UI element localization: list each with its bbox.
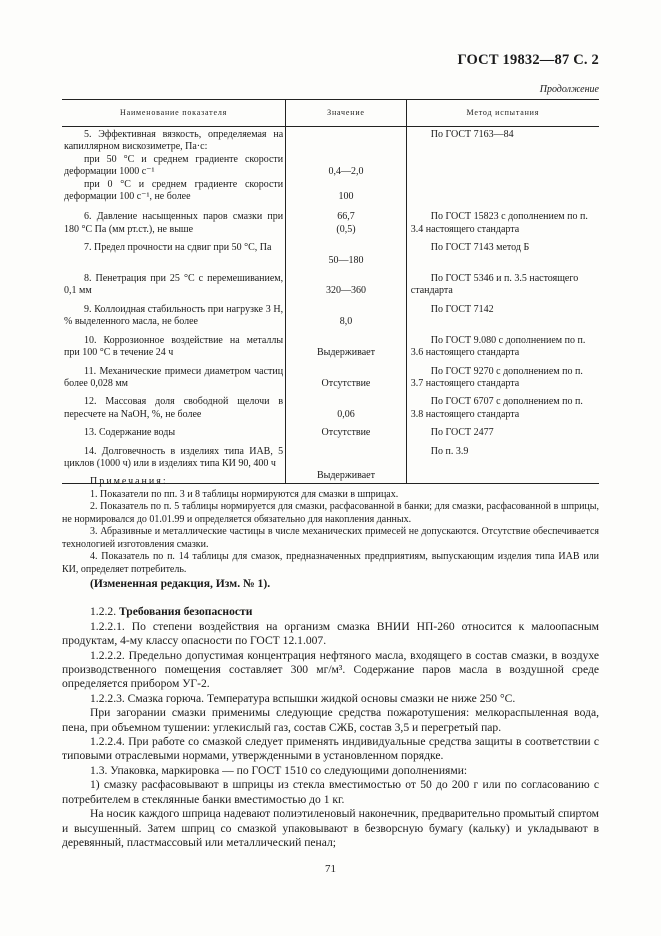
paragraph: 1.2.2.1. По степени воздействия на организм смазка ВНИИ НП-260 относится к малоопасным продуктам, 4-му классу опасности по ГОСТ 12.1.007.	[62, 619, 599, 648]
paragraph: На носик каждого шприца надевают полиэтиленовый наконечник, предварительно промытый спиртом и высушенный. Затем шприц со смазкой упаковывают в безворсную бумагу (кальку) и укладывают в деревянный, пластмассовый или металлический пенал;	[62, 807, 599, 849]
note-item: 2. Показатель по п. 5 таблицы нормируется для смазки, расфасованной в банки; для смазки, расфасованной в шприцы, не нормировался до 01.01.99 и определяется обязательно для накопления данных.	[62, 501, 599, 525]
indicator-name-cell	[62, 329, 286, 360]
indicator-name-line: 5. Эффективная вязкость, определяемая на капиллярном вискозиметре, Па·с:	[64, 129, 284, 153]
section-heading: 1.2.2. Требования безопасности	[90, 605, 253, 619]
paragraph: При загорании смазки применимы следующие средства пожаротушения: мелкораспыленная вода, пена, при объемном тушении: углекислый газ, состав СЖБ, состав 3,5 и перегретый пар.	[62, 706, 599, 734]
amendment-note: (Измененная редакция, Изм. № 1).	[90, 577, 271, 590]
column-header-method: Метод испытания	[406, 100, 599, 127]
indicator-value	[286, 242, 406, 254]
test-method-cell: По ГОСТ 9.080 с дополнением по п. 3.6 настоящего стандарта	[410, 334, 586, 359]
indicator-value-cell	[286, 298, 407, 329]
indicator-value-cell	[286, 267, 407, 298]
indicator-name-cell	[62, 267, 286, 298]
test-method-cell: По ГОСТ 6707 с дополнением по п. 3.8 настоящего стандарта	[410, 396, 583, 420]
table-row	[62, 360, 599, 391]
table-row	[62, 298, 599, 329]
table-row	[62, 390, 599, 421]
indicator-value: Выдерживает	[316, 470, 375, 482]
notes-block	[62, 476, 599, 576]
indicator-name-cell	[62, 236, 286, 267]
indicator-value	[286, 396, 406, 408]
indicator-value: 66,7	[337, 211, 355, 223]
indicator-value	[286, 304, 406, 316]
indicator-name-line: при 0 °С и среднем градиенте скорости деформации 100 с⁻¹, не более	[64, 178, 284, 203]
test-method-cell: По ГОСТ 15823 с дополнением по п. 3.4 настоящего стандарта	[410, 211, 588, 235]
page-number: 71	[325, 863, 336, 875]
indicator-value: 0,06	[337, 408, 355, 420]
test-method-cell: По ГОСТ 2477	[430, 427, 494, 439]
indicator-name-cell	[62, 298, 286, 329]
indicator-value-cell	[286, 236, 407, 267]
indicator-name-cell	[62, 203, 286, 236]
indicator-value-cell	[286, 203, 407, 236]
indicator-name-line: при 50 °С и среднем градиенте скорости деформации 1000 с⁻¹	[64, 153, 284, 178]
indicator-value	[286, 154, 406, 166]
indicator-value-cell	[286, 390, 407, 421]
indicator-value: 8,0	[339, 316, 353, 328]
indicator-value: 50—180	[328, 254, 364, 266]
indicator-value: 100	[338, 191, 354, 203]
indicator-name-line: 13. Содержание воды	[84, 427, 176, 439]
test-method-cell: По ГОСТ 7143 метод Б	[430, 242, 530, 254]
indicator-value	[286, 366, 406, 378]
indicator-value-cell	[286, 127, 407, 204]
indicators-table	[62, 99, 599, 484]
note-item: 4. Показатель по п. 14 таблицы для смазок, предназначенных предприятиям, выпускающим изделия типа ИАВ или КИ, определяет потребитель.	[62, 551, 599, 575]
note-item: 3. Абразивные и металлические частицы в числе механических примесей не допускаются. Отсутствие обеспечивается технологией изготовления смазки.	[62, 526, 599, 550]
paragraph: 1.2.2.3. Смазка горюча. Температура вспышки жидкой основы смазки не ниже 250 °С.	[90, 691, 516, 705]
table-row	[62, 236, 599, 267]
indicator-name-line: 9. Коллоидная стабильность при нагрузке 3 Н, % выделенного масла, не более	[64, 303, 284, 328]
indicator-value	[286, 335, 406, 347]
column-header-name: Наименование показателя	[62, 100, 286, 127]
indicator-name-line: 8. Пенетрация при 25 °С с перемешиванием, 0,1 мм	[64, 273, 284, 297]
test-method-cell: По п. 3.9	[406, 440, 599, 484]
test-method-cell: По ГОСТ 5346 и п. 3.5 настоящего стандарта	[410, 273, 579, 297]
column-header-value: Значение	[286, 100, 407, 127]
indicator-value	[286, 179, 406, 191]
paragraph: 1.3. Упаковка, маркировка — по ГОСТ 1510 со следующими дополнениями:	[90, 763, 468, 777]
indicator-value	[286, 129, 406, 141]
main-text	[62, 577, 599, 850]
table-row	[62, 203, 599, 236]
indicator-value	[286, 458, 406, 470]
indicator-name-line: 11. Механические примеси диаметром частиц более 0,028 мм	[64, 365, 284, 389]
table-row	[62, 329, 599, 360]
table-header-row	[62, 100, 599, 127]
indicator-value	[286, 446, 406, 458]
paragraph: 1) смазку расфасовывают в шприцы из стекла вместимостью от 50 до 200 г или по согласованию с потребителем в стеклянные банки вместимостью до 1 кг.	[62, 778, 599, 806]
page-header: ГОСТ 19832—87 С. 2	[457, 52, 599, 68]
test-method-cell: По ГОСТ 9270 с дополнением по п. 3.7 настоящего стандарта	[410, 365, 583, 389]
indicator-name-cell	[62, 390, 286, 421]
indicator-value: Отсутствие	[321, 427, 371, 439]
table-row	[62, 127, 599, 204]
paragraph: 1.2.2.2. Предельно допустимая концентрация нефтяного масла, входящего в состав смазки, в воздухе производственного помещения составляет 300 мг/м³. Содержание паров масла в воздушной среде определяется прибором УГ-2.	[62, 648, 599, 691]
indicator-value: 0,4—2,0	[328, 166, 364, 178]
test-method-cell: По ГОСТ 7163—84	[430, 129, 514, 140]
indicator-name-cell	[62, 127, 286, 204]
test-method-cell: По ГОСТ 7142	[430, 303, 494, 315]
indicator-value	[286, 141, 406, 153]
table-body	[62, 127, 599, 484]
notes-heading: Примечания:	[90, 476, 168, 487]
indicator-name-cell	[62, 360, 286, 391]
indicator-value: 320—360	[325, 285, 366, 297]
indicator-value: Отсутствие	[321, 377, 371, 389]
indicator-value-cell	[286, 360, 407, 391]
indicator-value	[286, 273, 406, 285]
indicator-name-line: 14. Долговечность в изделиях типа ИАВ, 5 циклов (1000 ч) или в изделиях типа КИ 90, 400 ч	[64, 445, 284, 469]
indicator-value-cell	[286, 329, 407, 360]
indicator-name-line: 6. Давление насыщенных паров смазки при 180 °С Па (мм рт.ст.), не выше	[64, 211, 284, 235]
indicator-value-cell	[286, 421, 407, 439]
paragraph: 1.2.2.4. При работе со смазкой следует применять индивидуальные средства защиты в соответствии с типовыми отраслевыми нормами, утвержденными в установленном порядке.	[62, 735, 599, 763]
table-row	[62, 267, 599, 298]
table-row	[62, 421, 599, 439]
indicator-name-line: 12. Массовая доля свободной щелочи в пересчете на NaOH, %, не более	[64, 396, 284, 420]
indicator-value: (0,5)	[336, 223, 356, 235]
indicator-value: Выдерживает	[316, 347, 375, 359]
indicator-name-cell	[62, 421, 286, 439]
note-item: 1. Показатели по пп. 3 и 8 таблицы нормируются для смазки в шприцах.	[90, 488, 399, 500]
indicator-name-line: 7. Предел прочности на сдвиг при 50 °С, Па	[84, 242, 272, 254]
indicator-name-line: 10. Коррозионное воздействие на металлы при 100 °С в течение 24 ч	[64, 334, 284, 359]
continuation-label: Продолжение	[539, 84, 599, 95]
